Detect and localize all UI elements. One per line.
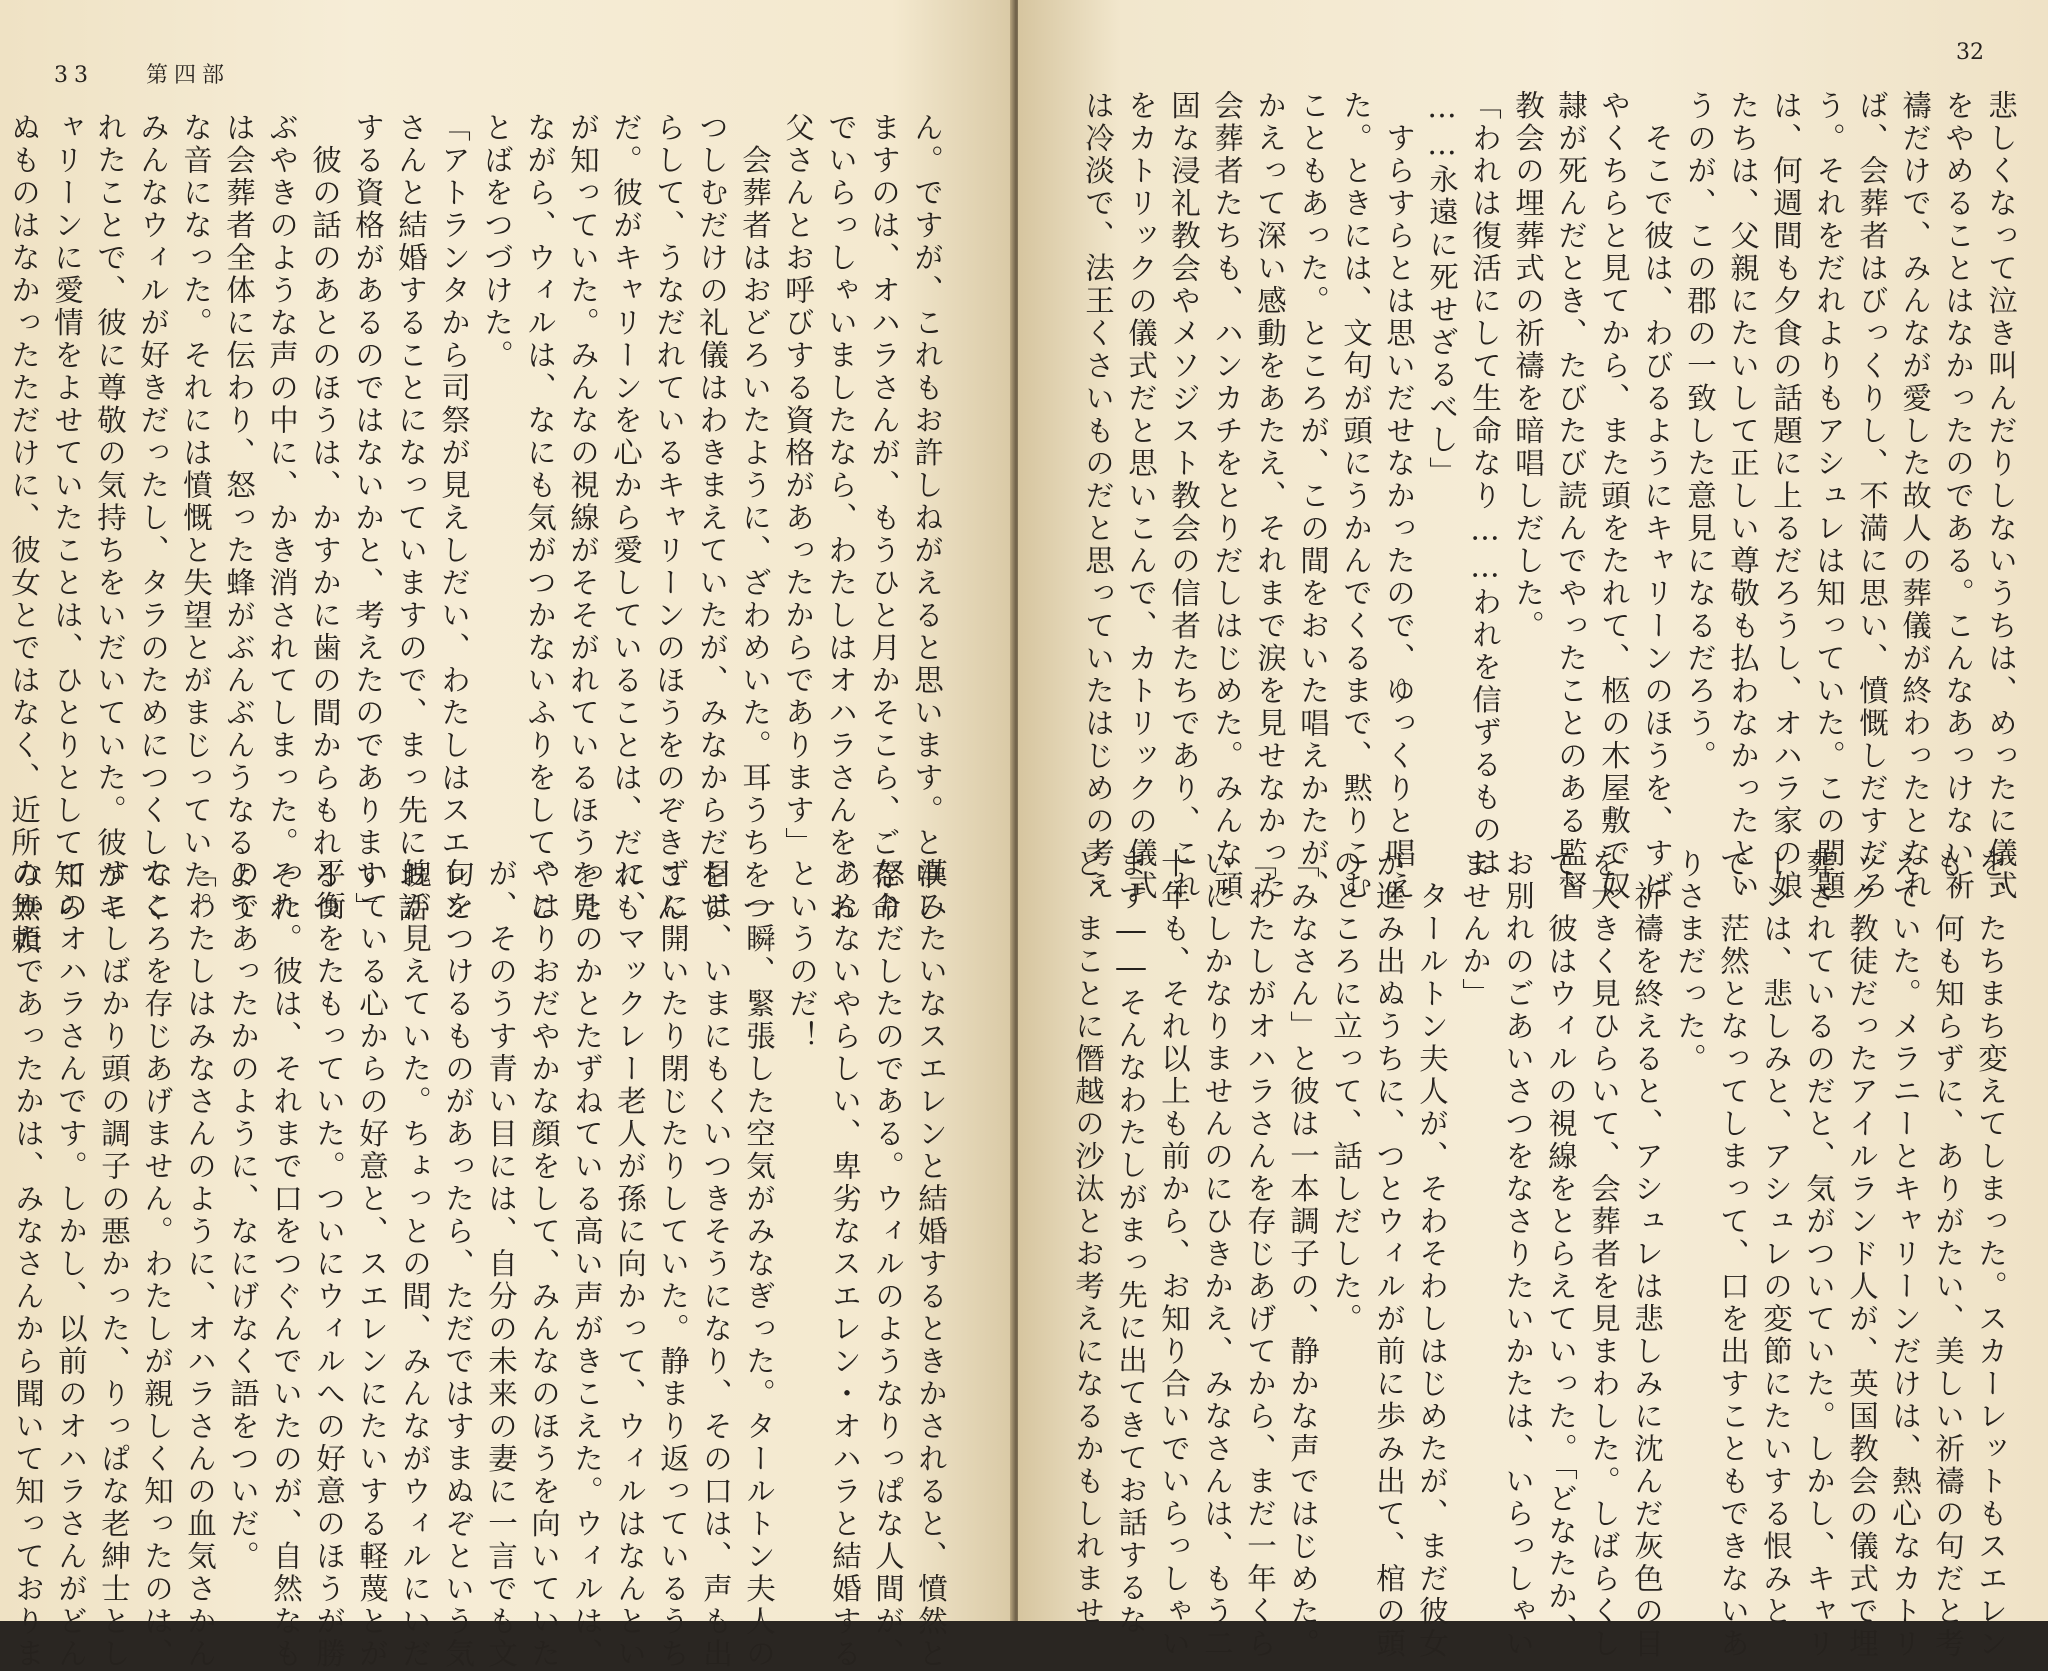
text-line: 悲しくなって泣き叫んだりしないうちは、めったに儀式	[1984, 90, 2018, 903]
text-line: は、何週間も夕食の話題に上るだろうし、オハラ家の娘	[1769, 90, 1803, 903]
text-line: ど、まことに僭越の沙汰とお考えになるかもしれませ	[1071, 848, 1105, 1628]
text-line: ぬものはなかったただけに、彼女とではなく、近所の無頼	[7, 112, 41, 957]
text-line: 一瞬、緊張した空気がみなぎった。タールトン夫人の	[742, 858, 776, 1671]
text-line: った。彼は、それまで口をつぐんでいたのが、自然なも	[269, 858, 303, 1671]
text-line: は会葬者全体に伝わり、怒った蜂がぶんぶんうなるよう	[222, 112, 256, 925]
text-line: 「わたしはみなさんのように、オハラさんの血気さかん	[183, 858, 217, 1671]
text-line: 十年も、それ以上も前から、お知り合いでいらっしゃい	[1157, 848, 1191, 1661]
text-line: を、たちまち変えてしまった。スカーレットもスエレン	[1974, 848, 2008, 1661]
text-line: が知っていた。みんなの視線がそそがれているほうを見	[566, 112, 600, 925]
text-line: う。それをだれよりもアシュレは知っていた。この問題	[1812, 90, 1846, 903]
text-line: で、茫然となってしまって、口を出すこともできないあ	[1716, 848, 1750, 1661]
text-line: 「アトランタから司祭が見えしだい、わたしはスエレン	[437, 112, 471, 925]
right-page	[1018, 0, 2048, 1661]
text-line: 平衡をたもっていた。ついにウィルへの好意のほうが勝	[312, 858, 346, 1671]
text-line: てのオハラさんです。しかし、以前のオハラさんがどん	[54, 858, 88, 1671]
text-line: たちは、父親にたいして正しい尊敬も払わなかったとい	[1726, 90, 1760, 903]
text-line: 句をつけるものがあったら、ただではすまぬぞという気	[441, 858, 475, 1671]
text-line: 隷が死んだとき、たびたび読んでやったことのある監督	[1554, 90, 1588, 903]
text-line: ん。ですが、これもお許しねがえると思います。と申し	[910, 112, 944, 925]
text-line: 「みなさん」と彼は一本調子の、静かな声ではじめた。	[1286, 848, 1320, 1661]
section-title: 第四部	[146, 63, 231, 88]
left-page-number: 33	[54, 63, 94, 88]
text-line: いている心からの好意と、スエレンにたいする軽蔑とが	[355, 858, 389, 1671]
text-line: が、そのうす青い目には、自分の未来の妻に一言でも文	[484, 858, 518, 1671]
text-line: えていた。メラニーとキャリーンだけは、熱心なカトリ	[1888, 848, 1922, 1661]
text-line: さんと結婚することになっていますので、まっ先にお話	[394, 112, 428, 925]
text-line: 彼の話のあとのほうは、かすかに歯の間からもれるつ	[308, 112, 342, 925]
text-line: れたことで、彼に尊敬の気持ちをいだいていた。彼がキ	[93, 112, 127, 925]
text-line: 会葬者はおどろいたように、ざわめいた。耳うちをつ	[738, 112, 772, 925]
text-line: のところに立って、話しだした。	[1329, 848, 1363, 1336]
text-line: とばをつづけた。	[480, 112, 514, 372]
text-line: 魄が見えていた。ちょっとの間、みんながウィルにいだ	[398, 858, 432, 1671]
text-line: らして、うなだれているキャリーンのほうをのぞきこん	[652, 112, 686, 925]
text-line: というのだ！	[785, 858, 819, 1053]
text-line: りさまだった。	[1673, 848, 1707, 1076]
left-page-header	[54, 58, 230, 88]
text-line: やはりおだやかな顔をして、みんなのほうを向いていた	[527, 858, 561, 1671]
text-line: 目は、いまにもくいつきそうになり、その口は、声も出	[699, 858, 733, 1671]
text-line: 禱だけで、みんなが愛した故人の葬儀が終わったとなれ	[1898, 90, 1932, 903]
text-line: ながら、ウィルは、なにも気がつかないふりをして、こ	[523, 112, 557, 925]
right-page-lower-text	[1032, 848, 2012, 1661]
text-line: 「われは復活にして生命なり……われを信ずるものは	[1468, 90, 1502, 879]
text-line: すこしばかり頭の調子の悪かった、りっぱな老紳士とし	[97, 858, 131, 1671]
text-line: ますのは、オハラさんが、もうひと月かそこら、ご存命	[867, 112, 901, 925]
right-page-header	[1956, 40, 1984, 70]
text-line: 祈禱を終えると、アシュレは悲しみに沈んだ灰色の目	[1630, 848, 1664, 1661]
text-line: は冷淡で、法王くさいものだと思っていたはじめの考え	[1081, 90, 1115, 903]
text-line: 会葬者たちも、ハンカチをとりだしはじめた。みんな頑	[1210, 90, 1244, 903]
text-line: こともあった。ところが、この間をおいた唱えかたが、	[1296, 90, 1330, 903]
text-line: ずに開いたり閉じたりしていた。静まり返っているうち	[656, 858, 690, 1671]
text-line: うのが、この郡の一致した意見になるだろう。	[1683, 90, 1717, 773]
right-page-upper-text	[1042, 90, 2022, 903]
text-line: ぶやきのような声の中に、かき消されてしまった。それ	[265, 112, 299, 925]
text-line: ……永遠に死せざるべし」	[1425, 90, 1459, 489]
text-line: 固な浸礼教会やメソジスト教会の信者たちであり、これ	[1167, 90, 1201, 903]
text-line: だ。彼がキャリーンを心から愛していることは、だれも	[609, 112, 643, 925]
text-line: に、マックレー老人が孫に向かって、ウィルはなんとい	[613, 858, 647, 1671]
text-line: のであったかのように、なにげなく語をついだ。	[226, 858, 260, 1573]
text-line: ば、会葬者はびっくりし、不満に思い、憤慨しだすだろ	[1855, 90, 1889, 903]
text-line: をカトリックの儀式だと思いこんで、カトリックの儀式	[1124, 90, 1158, 903]
text-line: を大きく見ひらいて、会葬者を見まわした。しばらくし	[1587, 848, 1621, 1661]
text-line: ったのかとたずねている高い声がきこえた。ウィルは、	[570, 858, 604, 1671]
text-line: でいらっしゃいましたなら、わたしはオハラさんを、お	[824, 112, 858, 925]
text-line: も、何も知らずに、ありがたい、美しい祈禱の句だと考	[1931, 848, 1965, 1661]
right-page-number: 32	[1956, 40, 1984, 65]
text-line: そこで彼は、わびるようにキャリーンのほうを、すば	[1640, 90, 1674, 903]
text-line: ます――そんなわたしがまっ先に出てきてお話するな	[1114, 848, 1148, 1637]
text-line: かえって深い感動をあたえ、それまで涙を見せなかった	[1253, 90, 1287, 903]
text-line: いにしかなりませんのにひきかえ、みなさんは、もう二	[1200, 848, 1234, 1661]
text-line: 教会の埋葬式の祈禱を暗唱しだした。	[1511, 90, 1545, 643]
text-line: ック教徒だったアイルランド人が、英国教会の儀式で埋	[1845, 848, 1879, 1661]
text-line: みんなウィルが好きだったし、タラのためにつくしてく	[136, 112, 170, 925]
text-line: する資格があるのではないかと、考えたのであります」	[351, 112, 385, 925]
text-line: すらすらとは思いだせなかったので、ゆっくりと唱え	[1382, 90, 1416, 903]
text-line: 父さんとお呼びする資格があったからであります」	[781, 112, 815, 860]
text-line: 葬されているのだと、気がついていた。しかし、キャリ	[1802, 848, 1836, 1661]
text-line: て、彼はウィルの視線をとらえていった。「どなたか、	[1544, 848, 1578, 1646]
text-line: やくちらと見てから、また頭をたれて、柩の木屋敷で奴	[1597, 90, 1631, 903]
text-line: ャリーンに愛情をよせていたことは、ひとりとして知ら	[50, 112, 84, 925]
text-line: ーンは、悲しみと、アシュレの変節にたいする恨みと	[1759, 848, 1793, 1628]
text-line: 漢みたいなスエレンと結婚するときかされると、憤然と	[914, 858, 948, 1671]
text-line: が進み出ぬうちに、つとウィルが前に歩み出て、棺の頭	[1372, 848, 1406, 1661]
text-line: 「わたしがオハラさんを存じあげてから、まだ一年くら	[1243, 848, 1277, 1661]
text-line: タールトン夫人が、そわそわしはじめたが、まだ彼女	[1415, 848, 1449, 1661]
text-line: あんないやらしい、卑劣なスエレン・オハラと結婚する	[828, 858, 862, 1671]
left-page	[0, 0, 1014, 1671]
text-line: た。ときには、文句が頭にうかんでくるまで、黙りこむ	[1339, 90, 1373, 903]
text-line: をやめることはなかったのである。こんなあっけない祈	[1941, 90, 1975, 903]
text-line: な音になった。それには憤慨と失望とがまじっていた。	[179, 112, 213, 925]
text-line: つしむだけの礼儀はわきまえていたが、みなからだをず	[695, 112, 729, 925]
text-line: 怒りだしたのである。ウィルのようなりっぱな人間が、	[871, 858, 905, 1671]
text-line: なかたであったかは、みなさんから聞いて知っておりま	[11, 858, 45, 1671]
left-page-lower-text	[11, 858, 952, 1671]
text-line: お別れのごあいさつをなさりたいかたは、いらっしゃい	[1501, 848, 1535, 1661]
text-line: なころを存じあげません。わたしが親しく知ったのは、	[140, 858, 174, 1671]
text-line: ませんか」	[1458, 848, 1492, 1011]
